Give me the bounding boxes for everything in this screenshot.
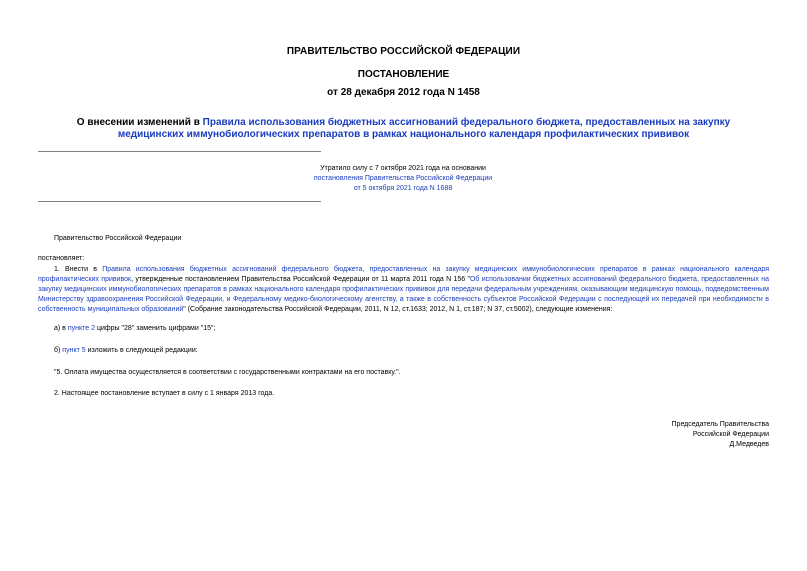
decrees-word: постановляет: bbox=[38, 255, 85, 262]
paragraph-1-lead: 1. Внести в bbox=[54, 266, 103, 273]
lapsed-notice-text: Утратило силу с 7 октября 2021 года на основании bbox=[320, 165, 486, 172]
subparagraph-a bbox=[54, 324, 215, 334]
subparagraph-b-tail: изложить в следующей редакции: bbox=[85, 347, 198, 354]
lapsed-divider-bottom bbox=[38, 201, 321, 202]
document-title bbox=[60, 117, 747, 141]
subparagraph-a-tail: цифры "28" заменить цифрами "15"; bbox=[95, 325, 216, 332]
new-wording-quote: "5. Оплата имущества осуществляется в соответствии с государственными контрактами на его поставку.". bbox=[54, 369, 401, 376]
signature-name: Д.Медведев bbox=[729, 441, 769, 448]
subparagraph-a-lead: а) в bbox=[54, 325, 68, 332]
point-2-link[interactable]: пункте 2 bbox=[67, 325, 95, 332]
paragraph-1-decree-link[interactable]: Об использовании бюджетных ассигнований федерального бюджета, предоставленных на закупку медицинских иммунобиологических препаратов в рамках национального календаря профилактических прививок для передачи федеральным учреждениям, оказывающим медицинскую помощь, подведомственным Министерству здравоохранения Российской Федерации, и Федеральному медико-биологическому агентству, а также в собственность субъектов Российской Федерации с последующей их передачей при необходимости в собственность муниципальных образований bbox=[38, 276, 769, 313]
subparagraph-b-lead: б) bbox=[54, 347, 63, 354]
signature-title: Председатель Правительства bbox=[671, 421, 769, 428]
lapsed-divider-top bbox=[38, 151, 321, 152]
signature-block bbox=[672, 420, 769, 450]
paragraph-1 bbox=[38, 265, 769, 315]
lapsed-decree-date-link[interactable]: от 5 октября 2021 года N 1688 bbox=[353, 185, 453, 192]
subparagraph-b bbox=[54, 346, 198, 356]
paragraph-2: 2. Настоящее постановление вступает в силу с 1 января 2013 года. bbox=[54, 390, 275, 397]
document-type-heading: ПОСТАНОВЛЕНИЕ bbox=[357, 69, 450, 80]
lapsed-decree-link[interactable]: постановления Правительства Российской Федерации bbox=[313, 175, 493, 182]
government-name: Правительство Российской Федерации bbox=[54, 235, 182, 242]
document-date-number: от 28 декабря 2012 года N 1458 bbox=[327, 87, 480, 98]
government-heading: ПРАВИТЕЛЬСТВО РОССИЙСКОЙ ФЕДЕРАЦИИ bbox=[286, 46, 521, 57]
paragraph-1-rules-link[interactable]: Правила использования бюджетных ассигнований федерального бюджета, предоставленных на закупку медицинских иммунобиологических препаратов в рамках национального календаря профилактических прививок bbox=[38, 266, 770, 283]
lapsed-notice bbox=[300, 164, 506, 194]
paragraph-1-tail: " (Собрание законодательства Российской Федерации, 2011, N 12, ст.1633; 2012, N 1, ст.187; N 37, ст.5002), следующие изменения: bbox=[183, 306, 613, 313]
signature-org: Российской Федерации bbox=[692, 431, 769, 438]
paragraph-1-middle: , утвержденные постановлением Правительства Российской Федерации от 11 марта 2011 года N 156 " bbox=[131, 276, 470, 283]
title-rules-link[interactable]: Правила использования бюджетных ассигнований федерального бюджета, предоставленных на закупку медицинских иммунобиологических препаратов в рамках национального календаря профилактических прививок bbox=[117, 117, 731, 140]
point-5-link[interactable]: пункт 5 bbox=[62, 347, 86, 354]
title-prefix: О внесении изменений в bbox=[76, 117, 203, 128]
